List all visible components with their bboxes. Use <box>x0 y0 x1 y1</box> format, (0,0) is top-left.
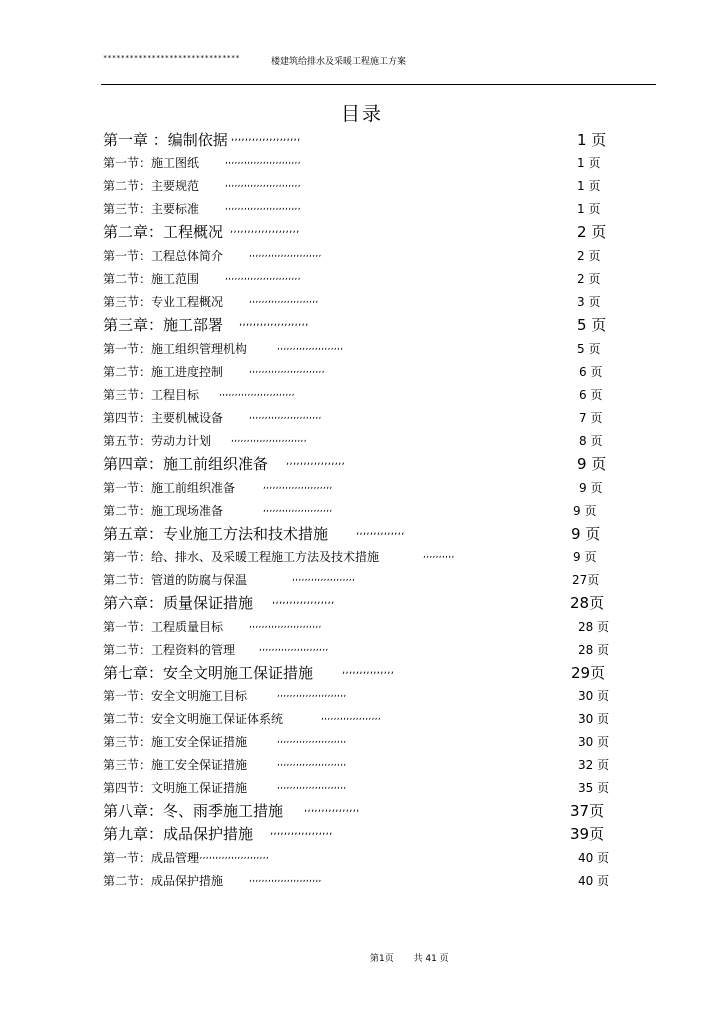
toc-entry-page: 6 页 <box>579 388 603 402</box>
toc-entry-leader: ,,,,,,,,,,,,,,,,,,,,,,,, <box>225 202 301 212</box>
toc-entry-label: 第二节：成品保护措施 <box>103 874 224 888</box>
toc-entry-label: 第一节：安全文明施工目标 <box>103 689 248 703</box>
toc-entry-leader: ,,,,,,,,,,,,,,,,,,,, <box>292 573 356 583</box>
toc-entry-label: 第四节：主要机械设备 <box>103 411 224 425</box>
toc-entry-leader: ,,,,,,,,,,,,,,,,,,,,,,,,, <box>190 851 270 861</box>
toc-entry-label: 第一节：给、排水、及采暖工程施工方法及技术措施 <box>103 550 380 564</box>
toc-entry-label: 第二节：安全文明施工保证体系统 <box>103 712 284 726</box>
toc-entry-label: 第二节：主要规范 <box>103 179 200 193</box>
toc-entry-leader: ,,,,,,,,,,,,,,,, <box>304 803 360 814</box>
toc-entry-page: 30 页 <box>578 712 610 726</box>
toc-section-entry[interactable] <box>103 868 623 890</box>
toc-section-entry[interactable] <box>103 544 623 566</box>
toc-entry-label: 第三节：专业工程概况 <box>103 295 224 309</box>
toc-entry-label: 第二节：施工范围 <box>103 272 200 286</box>
toc-entry-page: 2 页 <box>577 249 601 263</box>
toc-section-entry[interactable] <box>103 405 623 427</box>
toc-entry-label: 第三节：施工安全保证措施 <box>103 735 248 749</box>
toc-chapter-entry[interactable] <box>103 127 623 149</box>
toc-chapter-entry[interactable] <box>103 590 623 612</box>
toc-entry-page: 7 页 <box>579 411 603 425</box>
toc-entry-leader: ,,,,,,,,,,,,,,,,,,,, <box>230 224 300 235</box>
toc-chapter-entry[interactable] <box>103 219 623 241</box>
toc-entry-page: 28 页 <box>578 643 610 657</box>
toc-entry-leader: ,,,,,,,,,,,,,,,,,,,,,,,, <box>225 156 301 166</box>
toc-entry-leader: ,,,,,,,,,,,,,,,,,, <box>270 826 333 837</box>
toc-entry-leader: ,,,,,,,,,,,,,,,,,,,, <box>239 317 309 328</box>
toc-chapter-entry[interactable] <box>103 312 623 334</box>
toc-title: 目录 <box>340 103 383 125</box>
toc-section-entry[interactable] <box>103 614 623 636</box>
toc-section-entry[interactable] <box>103 336 623 358</box>
toc-entry-label: 第一节：施工组织管理机构 <box>103 342 248 356</box>
toc-entry-label: 第一节：工程总体简介 <box>103 249 224 263</box>
toc-entry-leader: ,,,,,,,,,,,,,,,,,,,,,, <box>277 758 347 768</box>
toc-entry-label: 第七章：安全文明施工保证措施 <box>103 664 314 682</box>
toc-entry-leader: ,,,,,,,,,,,,,,,,,,,,,,,, <box>225 272 301 282</box>
toc-entry-leader: ,,,,,,,,,,,,,, <box>356 526 405 537</box>
toc-entry-page: 35 页 <box>578 781 610 795</box>
toc-entry-leader: ,,,,,,,,,,,,,,,,,,, <box>321 712 382 722</box>
toc-section-entry[interactable] <box>103 637 623 659</box>
header-stars: ******************************* <box>103 54 240 62</box>
toc-entry-leader: ,,,,,,,,,,,,,,,,,,,,,,, <box>249 249 322 259</box>
toc-entry-page: 9 页 <box>573 550 597 564</box>
toc-entry-leader: ,,,,,,,,,,,,,,,,,,,,,, <box>263 481 333 491</box>
toc-entry-leader: ,,,,,,,,,,,,,,,,,,,,,, <box>249 295 319 305</box>
toc-entry-leader: ,,,,,,,,,,,,,,, <box>342 665 395 676</box>
toc-entry-page: 9 页 <box>577 455 607 473</box>
toc-entry-page: 40 页 <box>578 874 610 888</box>
toc-entry-label: 第三节：主要标准 <box>103 202 200 216</box>
toc-entry-leader: ,,,,,,,,,,,,,,,,,,,, <box>231 132 301 143</box>
toc-entry-page: 3 页 <box>577 295 601 309</box>
toc-entry-label: 第五章：专业施工方法和技术措施 <box>103 525 329 543</box>
toc-entry-label: 第一章 ：编制依据 <box>103 131 228 149</box>
toc-section-entry[interactable] <box>103 266 623 288</box>
toc-entry-leader: ,,,,,,,,,,,,,,,,,, <box>272 595 335 606</box>
toc-entry-leader: ,,,,,,,,,,,,,,,,,,,,,,, <box>249 411 322 421</box>
toc-section-entry[interactable] <box>103 150 623 172</box>
toc-chapter-entry[interactable] <box>103 660 623 682</box>
toc-entry-label: 第二节：管道的防腐与保温 <box>103 573 248 587</box>
toc-entry-page: 6 页 <box>579 365 603 379</box>
toc-entry-label: 第一节：工程质量目标 <box>103 620 224 634</box>
toc-entry-leader: ,,,,,,,,,,,,,,,,,,,,,, <box>277 735 347 745</box>
toc-section-entry[interactable] <box>103 567 623 589</box>
toc-section-entry[interactable] <box>103 196 623 218</box>
toc-entry-label: 第四章：施工前组织准备 <box>103 455 269 473</box>
toc-section-entry[interactable] <box>103 752 623 774</box>
toc-entry-page: 9 页 <box>573 504 597 518</box>
toc-entry-page: 9 页 <box>571 525 601 543</box>
toc-section-entry[interactable] <box>103 428 623 450</box>
toc-entry-page: 1 页 <box>577 131 607 149</box>
toc-section-entry[interactable] <box>103 382 623 404</box>
toc-entry-label: 第六章：质量保证措施 <box>103 594 254 612</box>
toc-section-entry[interactable] <box>103 845 623 867</box>
toc-entry-label: 第一节：施工图纸 <box>103 156 200 170</box>
toc-section-entry[interactable] <box>103 243 623 265</box>
toc-entry-page: 39页 <box>570 825 605 843</box>
footer-total-pages: 共 41 页 <box>413 954 449 964</box>
toc-entry-leader: ,,,,,,,,,,,,,,,,,,,,,,,, <box>231 434 307 444</box>
toc-entry-page: 28页 <box>570 594 605 612</box>
toc-entry-page: 30 页 <box>578 735 610 749</box>
toc-entry-page: 5 页 <box>577 316 607 334</box>
toc-entry-label: 第一节：施工前组织准备 <box>103 481 236 495</box>
toc-entry-leader: ,,,,,,,,,,,,,,,,,,,,,,,, <box>249 365 325 375</box>
toc-entry-label: 第一节：成品管理 <box>103 851 200 865</box>
header-doc-title: 楼建筑给排水及采暖工程施工方案 <box>271 57 407 67</box>
toc-entry-leader: ,,,,,,,,,, <box>423 550 455 560</box>
toc-entry-label: 第四节：文明施工保证措施 <box>103 781 248 795</box>
toc-chapter-entry[interactable] <box>103 521 623 543</box>
header-rule <box>101 84 656 85</box>
toc-entry-page: 5 页 <box>577 342 601 356</box>
toc-entry-leader: ,,,,,,,,,,,,,,,,,,,,,, <box>263 504 333 514</box>
toc-entry-leader: ,,,,,,,,,,,,,,,,,,,,,,, <box>249 874 322 884</box>
toc-entry-leader: ,,,,,,,,,,,,,,,,,,,,,,,, <box>219 388 295 398</box>
toc-entry-page: 1 页 <box>577 179 601 193</box>
toc-entry-page: 28 页 <box>578 620 610 634</box>
toc-section-entry[interactable] <box>103 683 623 705</box>
toc-entry-label: 第三节：施工安全保证措施 <box>103 758 248 772</box>
toc-entry-leader: ,,,,,,,,,,,,,,,,,,,,,, <box>259 643 329 653</box>
toc-entry-leader: ,,,,,,,,,,,,,,,,,,,,,,,, <box>225 179 301 189</box>
toc-entry-label: 第八章：冬、雨季施工措施 <box>103 802 284 820</box>
toc-entry-page: 1 页 <box>577 202 601 216</box>
toc-entry-page: 40 页 <box>578 851 610 865</box>
toc-entry-page: 1 页 <box>577 156 601 170</box>
toc-chapter-entry[interactable] <box>103 451 623 473</box>
toc-entry-leader: ,,,,,,,,,,,,,,,,,,,,,,, <box>249 620 322 630</box>
toc-entry-leader: ,,,,,,,,,,,,,,,,,,,,,, <box>277 689 347 699</box>
toc-section-entry[interactable] <box>103 498 623 520</box>
toc-entry-page: 9 页 <box>579 481 603 495</box>
footer-page-number: 第1页 <box>370 954 394 964</box>
toc-section-entry[interactable] <box>103 289 623 311</box>
toc-entry-leader: ,,,,,,,,,,,,,,,,,,,,,, <box>277 781 347 791</box>
toc-entry-page: 2 页 <box>577 223 607 241</box>
toc-entry-page: 27页 <box>572 573 600 587</box>
toc-entry-page: 32 页 <box>578 758 610 772</box>
toc-entry-page: 29页 <box>571 664 606 682</box>
toc-section-entry[interactable] <box>103 706 623 728</box>
toc-entry-page: 8 页 <box>579 434 603 448</box>
toc-entry-page: 2 页 <box>577 272 601 286</box>
toc-section-entry[interactable] <box>103 775 623 797</box>
toc-entry-label: 第二节：工程资料的管理 <box>103 643 236 657</box>
toc-entry-label: 第五节：劳动力计划 <box>103 434 212 448</box>
toc-entry-page: 37页 <box>570 802 605 820</box>
toc-entry-leader: ,,,,,,,,,,,,,,,,, <box>286 456 346 467</box>
toc-entry-label: 第二节：施工现场准备 <box>103 504 224 518</box>
toc-chapter-entry[interactable] <box>103 798 623 820</box>
toc-chapter-entry[interactable] <box>103 821 623 843</box>
toc-entry-label: 第三章：施工部署 <box>103 316 224 334</box>
toc-entry-leader: ,,,,,,,,,,,,,,,,,,,,, <box>277 342 344 352</box>
toc-entry-label: 第九章：成品保护措施 <box>103 825 254 843</box>
toc-section-entry[interactable] <box>103 729 623 751</box>
toc-entry-label: 第三节：工程目标 <box>103 388 200 402</box>
toc-section-entry[interactable] <box>103 359 623 381</box>
toc-entry-label: 第二节：施工进度控制 <box>103 365 224 379</box>
toc-entry-label: 第二章：工程概况 <box>103 223 224 241</box>
page-footer <box>370 951 449 964</box>
toc-section-entry[interactable] <box>103 173 623 195</box>
toc-entry-page: 30 页 <box>578 689 610 703</box>
toc-section-entry[interactable] <box>103 475 623 497</box>
